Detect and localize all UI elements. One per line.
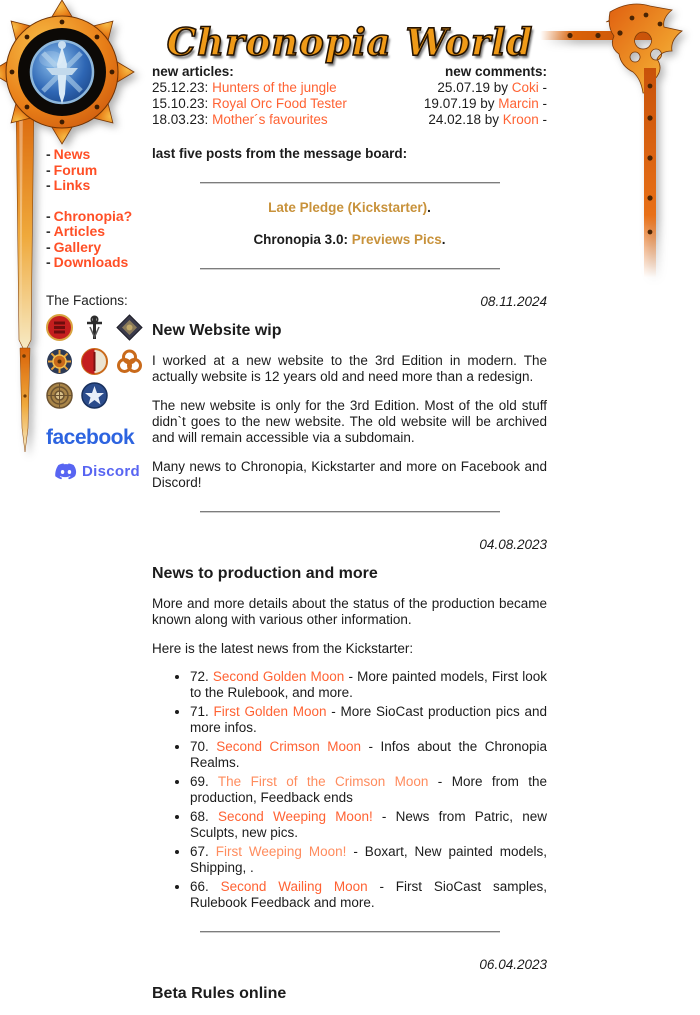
bullet-text: - More SioCast production pics and more infos. (190, 704, 547, 735)
factions-label: The Factions: (46, 292, 128, 308)
comment-row (424, 80, 547, 96)
sun-wheel-icon[interactable] (46, 348, 73, 375)
bullet-number: 66. (190, 879, 221, 894)
faction-grid (46, 314, 156, 409)
board-post (152, 232, 547, 248)
board-post-prefix: Chronopia 3.0: (253, 232, 352, 247)
kickstarter-update-link[interactable]: Second Weeping Moon! (217, 809, 373, 824)
article-row (152, 80, 347, 96)
article-link[interactable]: Mother´s favourites (212, 112, 328, 127)
dash: - (46, 223, 51, 239)
list-item (190, 879, 547, 911)
dark-diamond-icon[interactable] (116, 314, 143, 341)
article-row (152, 112, 347, 128)
news-post (152, 957, 547, 1003)
sidebar-item-label: Articles (53, 223, 106, 239)
list-item (190, 774, 547, 806)
post-paragraph: I worked at a new website to the 3rd Edition in modern. The actually website is 12 years old and need more than a redesign. (152, 353, 547, 384)
sidebar (46, 147, 156, 481)
nav-group-main (46, 147, 156, 194)
nav-group-site (46, 209, 156, 271)
bullet-number: 71. (190, 704, 214, 719)
sidebar-item-label: Chronopia? (53, 207, 133, 224)
dash: - (46, 161, 51, 178)
article-date: 25.12.23: (152, 80, 209, 95)
triple-rings-icon[interactable] (116, 348, 143, 375)
post-title: News to production and more (152, 565, 378, 582)
sidebar-item-label: News (53, 146, 91, 162)
kickstarter-update-link[interactable]: Second Golden Moon (212, 669, 345, 684)
article-date: 18.03.23: (152, 112, 209, 127)
post-paragraph: Here is the latest news from the Kickstarter: (152, 641, 414, 656)
board-post-link[interactable]: Late Pledge (Kickstarter) (268, 200, 428, 215)
list-item (190, 844, 547, 876)
sidebar-item-label: Downloads (53, 254, 129, 270)
bullet-number: 67. (190, 844, 216, 859)
article-row (152, 96, 347, 112)
new-articles-block (152, 64, 347, 128)
kickstarter-update-link[interactable]: The First of the Crimson Moon (217, 774, 429, 789)
new-comments-label: new comments: (444, 64, 547, 79)
sidebar-item-links[interactable] (46, 178, 156, 194)
post-paragraph: Many news to Chronopia, Kickstarter and more on Facebook and Discord! (152, 459, 547, 490)
sword-cross-icon[interactable] (81, 314, 108, 341)
sidebar-item-news[interactable] (46, 147, 156, 163)
red-disc-icon[interactable] (46, 314, 73, 341)
post-paragraph: More and more details about the status of the production became known along with various other information. (152, 596, 547, 627)
sidebar-item-label: Links (53, 177, 91, 193)
discord-icon (54, 463, 78, 481)
axe-decoration-icon (540, 0, 700, 290)
news-post (152, 537, 547, 911)
list-item (190, 669, 547, 701)
comment-suffix: - (538, 80, 547, 95)
header-meta (152, 64, 547, 128)
bullet-text: - Boxart, New painted models, Shipping, . (190, 844, 547, 875)
kickstarter-update-list (152, 669, 547, 911)
dash: - (46, 177, 51, 193)
comment-date: 25.07.19 by (437, 80, 512, 95)
bullet-text: - First SioCast samples, Rulebook Feedback and more. (190, 879, 547, 910)
sidebar-item-articles[interactable] (46, 224, 156, 240)
dash: - (46, 254, 51, 270)
discord-logo[interactable] (54, 463, 156, 481)
kickstarter-update-link[interactable]: Second Crimson Moon (216, 739, 362, 754)
post-paragraph: The new website is only for the 3rd Edition. Most of the old stuff didn`t goes to the new website. The old website will be archived and will remain accessible via a subdomain. (152, 398, 547, 445)
comment-row (424, 96, 547, 112)
article-link[interactable]: Hunters of the jungle (212, 80, 337, 95)
bullet-number: 72. (190, 669, 213, 684)
bullet-text: - Infos about the Chronopia Realms. (190, 739, 547, 770)
comment-suffix: - (538, 96, 547, 111)
bullet-number: 68. (190, 809, 218, 824)
article-date: 15.10.23: (152, 96, 209, 111)
post-title: New Website wip (152, 322, 282, 339)
divider (200, 931, 500, 933)
bronze-disc-icon[interactable] (46, 382, 73, 409)
divider (200, 511, 500, 513)
kickstarter-update-link[interactable]: First Golden Moon (213, 704, 327, 719)
post-date: 04.08.2023 (479, 537, 547, 552)
dash: - (46, 238, 51, 255)
comment-author-link[interactable]: Coki (511, 80, 539, 95)
bullet-text: - More painted models, First look to the Rulebook, and more. (190, 669, 548, 700)
comment-date: 19.07.19 by (423, 96, 499, 111)
list-item (190, 809, 547, 841)
sidebar-item-label: Forum (53, 161, 98, 178)
bullet-number: 70. (190, 739, 217, 754)
dash: - (46, 146, 51, 162)
board-post-suffix: . (441, 232, 446, 247)
page-title: Chronopia World (166, 20, 534, 64)
list-item (190, 704, 547, 736)
sidebar-item-downloads[interactable] (46, 255, 156, 271)
half-red-disc-icon[interactable] (81, 348, 108, 375)
sidebar-item-forum[interactable] (46, 163, 156, 179)
dash: - (46, 207, 51, 224)
facebook-logo[interactable]: facebook (46, 425, 135, 449)
kickstarter-update-link[interactable]: First Weeping Moon! (215, 844, 347, 859)
comment-author-link[interactable]: Kroon (502, 112, 539, 127)
comment-date: 24.02.18 by (428, 112, 503, 127)
board-post-link[interactable]: Previews Pics (351, 232, 442, 247)
post-date: 08.11.2024 (480, 294, 547, 309)
news-post (152, 294, 547, 491)
article-link[interactable]: Royal Orc Food Tester (212, 96, 347, 111)
discord-label: Discord (82, 463, 140, 480)
board-post (152, 200, 547, 216)
sidebar-item-chronopia[interactable] (46, 209, 156, 225)
comment-row (424, 112, 547, 128)
new-articles-label: new articles: (152, 64, 234, 79)
post-title: Beta Rules online (152, 985, 287, 1002)
board-intro: last five posts from the message board: (152, 146, 408, 161)
kickstarter-update-link[interactable]: Second Wailing Moon (220, 879, 368, 894)
bullet-text: - News from Patric, new Sculpts, new pics. (190, 809, 547, 840)
bullet-text: - More from the production, Feedback ends (190, 774, 547, 805)
blue-crest-icon[interactable] (81, 382, 108, 409)
bullet-number: 69. (190, 774, 218, 789)
divider (200, 182, 500, 184)
sidebar-item-label: Gallery (53, 238, 102, 255)
new-comments-block (424, 64, 547, 128)
list-item (190, 739, 547, 771)
sidebar-item-gallery[interactable] (46, 240, 156, 256)
logo-staff-icon (16, 95, 34, 452)
post-date: 06.04.2023 (479, 957, 547, 972)
divider (200, 268, 500, 270)
comment-suffix: - (538, 112, 547, 127)
board-post-suffix: . (427, 200, 431, 215)
main-content (152, 64, 547, 1003)
comment-author-link[interactable]: Marcin (498, 96, 539, 111)
